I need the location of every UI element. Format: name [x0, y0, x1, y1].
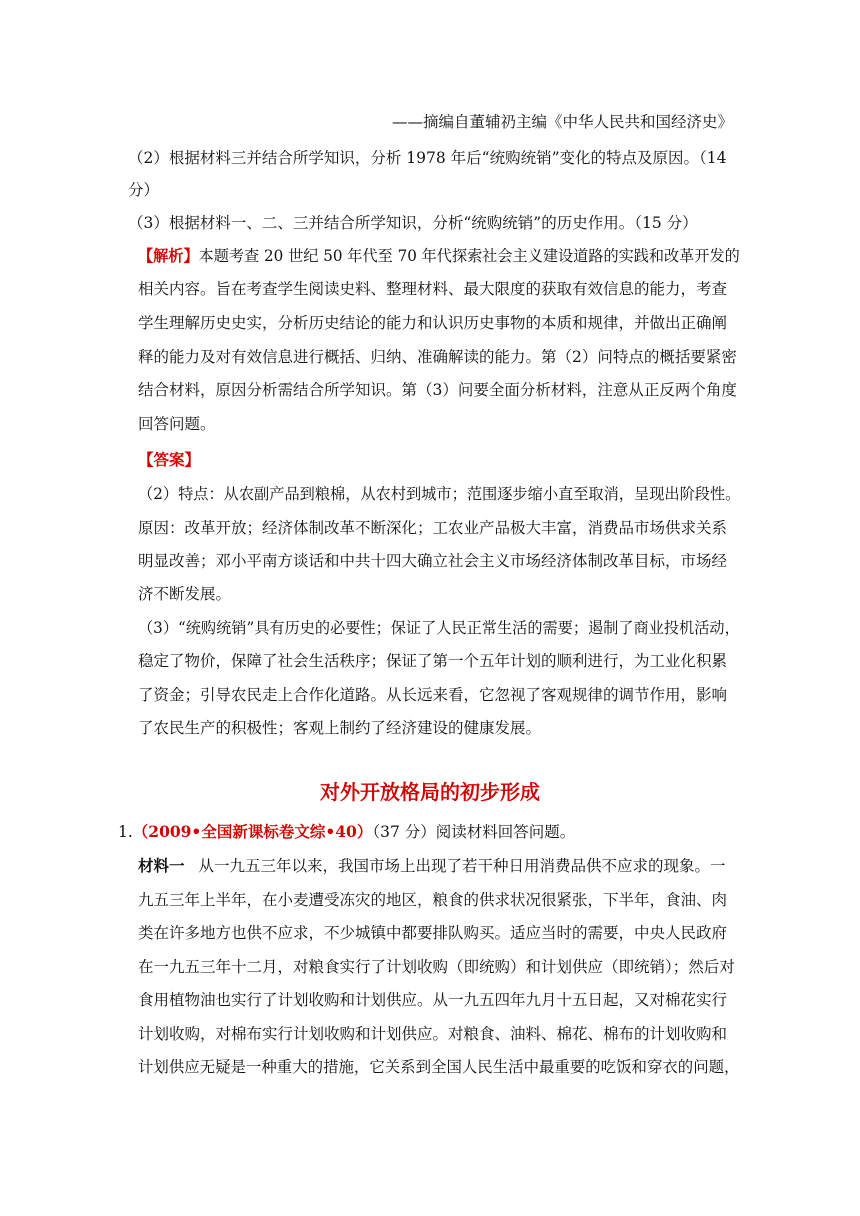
answer-2-line-1: （2）特点：从农副产品到粮棉，从农村到城市；范围逐步缩小直至取消，呈现出阶段性。: [138, 485, 741, 503]
analysis-line-2: 相关内容。旨在考查学生阅读史料、整理材料、最大限度的获取有效信息的能力，考查: [138, 280, 728, 298]
analysis-line-1: 【解析】本题考查 20 世纪 50 年代至 70 年代探索社会主义建设道路的实践和改革开发的: [138, 246, 740, 265]
analysis-label: 【解析】: [138, 246, 199, 265]
question-3: （3）根据材料一、二、三并结合所学知识，分析“统购统销”的历史作用。（15 分）: [128, 214, 698, 232]
answer-3-line-2: 稳定了物价，保障了社会生活秩序；保证了第一个五年计划的顺利进行，为工业化积累: [138, 652, 728, 670]
analysis-line-4: 释的能力及对有效信息进行概括、归纳、准确解读的能力。第（2）问特点的概括要紧密: [138, 348, 737, 366]
analysis-line-5: 结合材料，原因分析需结合所学知识。第（3）问要全面分析材料，注意从正反两个角度: [138, 381, 737, 399]
material-1-line-2: 九五三年上半年，在小麦遭受冻灾的地区，粮食的供求状况很紧张，下半年，食油、肉: [138, 891, 728, 909]
question-source: （2009•全国新课标卷文综•40）: [132, 822, 373, 841]
material-1-line-1: 材料一 从一九五三年以来，我国市场上出现了若干种日用消费品供不应求的现象。一: [138, 856, 726, 875]
source-citation: ——摘编自董辅礽主编《中华人民共和国经济史》: [392, 113, 734, 131]
analysis-line-6: 回答问题。: [138, 415, 216, 433]
answer-2-line-3: 明显改善；邓小平南方谈话和中共十四大确立社会主义市场经济体制改革目标，市场经: [138, 552, 728, 570]
question-number: 1.: [118, 823, 133, 841]
material-1-label: 材料一: [138, 856, 185, 875]
answer-2-line-4: 济不断发展。: [138, 585, 232, 603]
question-1-heading: [118, 822, 575, 842]
answer-label: 【答案】: [138, 450, 201, 469]
material-1-line-7: 计划供应无疑是一种重大的措施，它关系到全国人民生活中最重要的吃饭和穿衣的问题，: [138, 1058, 740, 1076]
question-2-line-1: （2）根据材料三并结合所学知识，分析 1978 年后“统购统销”变化的特点及原因。（14: [128, 149, 727, 167]
answer-3-line-1: （3）“统购统销”具有历史的必要性；保证了人民正常生活的需要；遏制了商业投机活动，: [138, 619, 740, 637]
material-1-line-6: 计划收购，对棉布实行计划收购和计划供应。对粮食、油料、棉花、棉布的计划收购和: [138, 1025, 728, 1043]
material-1-line-3: 类在许多地方也供不应求，不少城镇中都要排队购买。适应当时的需要，中央人民政府: [138, 924, 728, 942]
answer-2-line-2: 原因：改革开放；经济体制改革不断深化；工农业产品极大丰富，消费品市场供求关系: [138, 519, 728, 537]
section-title: 对外开放格局的初步形成: [320, 780, 540, 804]
material-1-line-4: 在一九五三年十二月，对粮食实行了计划收购（即统购）和计划供应（即统销）；然后对: [138, 958, 735, 976]
answer-3-line-4: 了农民生产的积极性；客观上制约了经济建设的健康发展。: [138, 719, 542, 737]
answer-3-line-3: 了资金；引导农民走上合作化道路。从长远来看，它忽视了客观规律的调节作用，影响: [138, 686, 728, 704]
analysis-line-3: 学生理解历史史实，分析历史结论的能力和认识历史事物的本质和规律，并做出正确阐: [138, 314, 728, 332]
question-2-line-2: 分）: [128, 181, 160, 199]
material-1-line-5: 食用植物油也实行了计划收购和计划供应。从一九五四年九月十五日起，又对棉花实行: [138, 991, 728, 1009]
question-instruction: （37 分）阅读材料回答问题。: [372, 823, 576, 841]
